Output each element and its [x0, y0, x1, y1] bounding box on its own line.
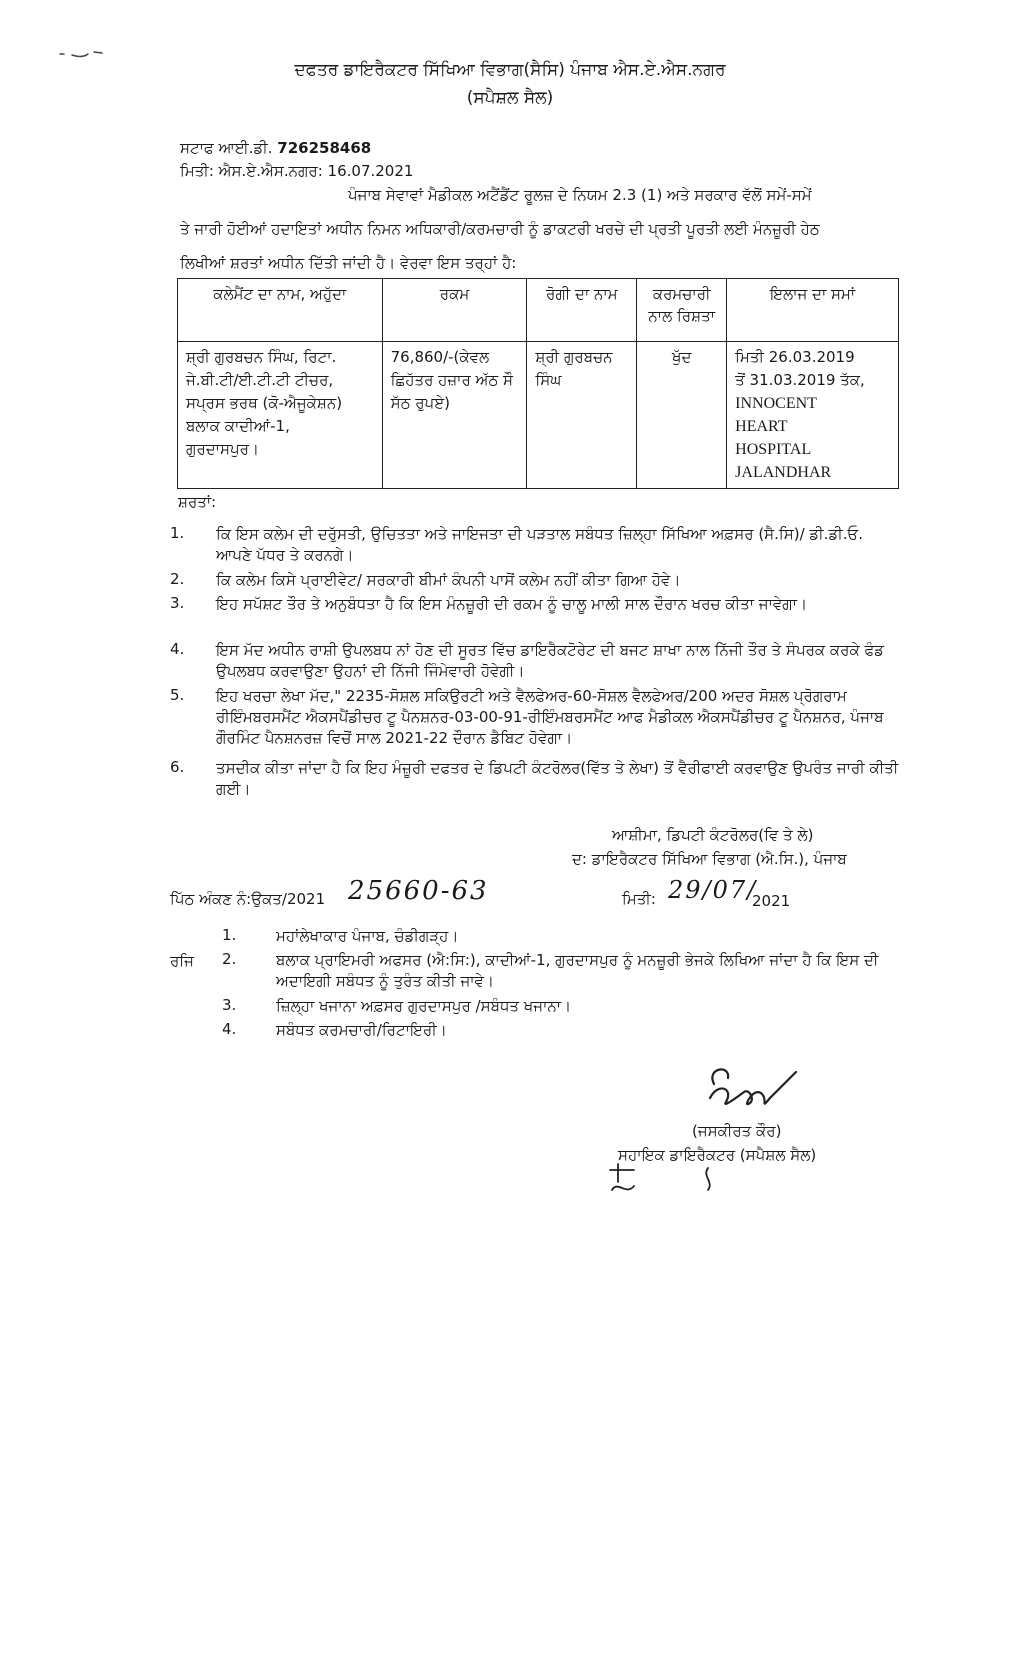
signatory-name: (ਜਸਕੀਰਤ ਕੌਰ): [692, 1122, 782, 1140]
col-amount-header: ਰਕਮ: [382, 279, 527, 342]
condition-number: 2.: [170, 570, 185, 588]
claimant-line: ਸ਼੍ਰੀ ਗੁਰਬਚਨ ਸਿੰਘ, ਰਿਟਾ.: [186, 348, 337, 366]
issue-date: ਮਿਤੀ: ਐਸ.ਏ.ਐਸ.ਨਗਰ: 16.07.2021: [180, 162, 414, 180]
col-patient-header: ਰੋਗੀ ਦਾ ਨਾਮ: [527, 279, 637, 342]
claimant-line: ਗੁਰਦਾਸਪੁਰ।: [186, 440, 260, 458]
relation-cell: ਖੁੱਦ: [637, 342, 727, 489]
recipient-number: 1.: [222, 926, 237, 944]
signatory-line-2: ਦ: ਡਾਇਰੈਕਟਰ ਸਿੱਖਿਆ ਵਿਭਾਗ (ਐ.ਸਿ.), ਪੰਜਾਬ: [572, 850, 847, 868]
condition-text: ਇਸ ਮੱਦ ਅਧੀਨ ਰਾਸ਼ੀ ਉਪਲਬਧ ਨਾਂ ਹੋਣ ਦੀ ਸੂਰਤ ਵਿੱਚ ਡਾਇਰੈਕਟੋਰੇਟ ਦੀ ਬਜਟ ਸ਼ਾਖਾ ਨਾਲ ਨਿੱਜੀ ਤੌਰ ਤੇ ਸੰਪਰਕ ਕਰਕੇ ਫੰਡ ਉਪਲਬਧ ਕਰਵਾਉਣਾ ਉਹਨਾਂ ਦੀ ਨਿੱਜੀ ਜਿੰਮੇਵਾਰੀ ਹੋਵੇਗੀ।: [216, 641, 885, 680]
office-title: ਦਫਤਰ ਡਾਇਰੈਕਟਰ ਸਿੱਖਿਆ ਵਿਭਾਗ(ਸੈਸਿ) ਪੰਜਾਬ ਐਸ.ਏ.ਐਸ.ਨਗਰ: [294, 60, 726, 80]
condition-text: ਕਿ ਕਲੇਮ ਕਿਸੇ ਪ੍ਰਾਈਵੇਟ/ ਸਰਕਾਰੀ ਬੀਮਾਂ ਕੰਪਨੀ ਪਾਸੋਂ ਕਲੇਮ ਨਹੀਂ ਕੀਤਾ ਗਿਆ ਹੋਵੇ।: [216, 571, 681, 589]
col-claimant-header: ਕਲੇਮੈਂਟ ਦਾ ਨਾਮ, ਅਹੁੱਦਾ: [178, 279, 383, 342]
endorsement-label: ਪਿੱਠ ਅੰਕਣ ਨੰ:ਉਕਤ/2021: [170, 890, 326, 908]
hospital-line: INNOCENT: [735, 395, 817, 412]
claimant-line: ਬਲਾਕ ਕਾਦੀਆਂ-1,: [186, 417, 290, 435]
signatory-designation: ਸਹਾਇਕ ਡਾਇਰੈਕਟਰ (ਸਪੈਸ਼ਲ ਸੈਲ): [618, 1146, 817, 1164]
claimant-line: ਜੇ.ਬੀ.ਟੀ/ਈ.ਟੀ.ਟੀ ਟੀਚਰ,: [186, 371, 334, 389]
table-row: [178, 342, 899, 489]
condition-text: ਤਸਦੀਕ ਕੀਤਾ ਜਾਂਦਾ ਹੈ ਕਿ ਇਹ ਮੰਜ਼ੂਰੀ ਦਫਤਰ ਦੇ ਡਿਪਟੀ ਕੰਟਰੋਲਰ(ਵਿੱਤ ਤੇ ਲੇਖਾ) ਤੋਂ ਵੈਰੀਫਾਈ ਕਰਵਾਉਣ ਉਪਰੰਤ ਜਾਰੀ ਕੀਤੀ ਗਈ।: [216, 759, 899, 798]
conditions-label: ਸ਼ਰਤਾਂ:: [178, 493, 217, 511]
intro-line-3: ਲਿਖੀਆਂ ਸ਼ਰਤਾਂ ਅਧੀਨ ਦਿੱਤੀ ਜਾਂਦੀ ਹੈ। ਵੇਰਵਾ ਇਸ ਤਰ੍ਹਾਂ ਹੈ:: [180, 254, 517, 272]
endorsement-date-label: ਮਿਤੀ:: [622, 890, 656, 908]
patient-cell: ਸ਼੍ਰੀ ਗੁਰਬਚਨ ਸਿੰਘ: [527, 342, 637, 489]
recipient-text: ਜ਼ਿਲ੍ਹਾ ਖਜਾਨਾ ਅਫ਼ਸਰ ਗੁਰਦਾਸਪੁਰ /ਸਬੰਧਤ ਖਜਾਨਾ।: [276, 997, 572, 1015]
claimant-cell: [178, 342, 383, 489]
amount-cell: 76,860/-(ਕੇਵਲ ਛਿਹੱਤਰ ਹਜ਼ਾਰ ਅੱਠ ਸੌ ਸੱਠ ਰੁਪਏ): [382, 342, 527, 489]
condition-number: 6.: [170, 758, 185, 776]
condition-number: 4.: [170, 640, 185, 658]
condition-number: 3.: [170, 594, 185, 612]
recipient-number: 2.: [222, 950, 237, 968]
staff-id-value: 726258468: [277, 139, 372, 157]
recipient-text: ਬਲਾਕ ਪ੍ਰਾਇਮਰੀ ਅਫਸਰ (ਐ:ਸਿ:), ਕਾਦੀਆਂ-1, ਗੁਰਦਾਸਪੁਰ ਨੂੰ ਮਨਜ਼ੂਰੀ ਭੇਜਕੇ ਲਿਖਿਆ ਜਾਂਦਾ ਹੈ ਕਿ ਇਸ ਦੀ ਅਦਾਇਗੀ ਸਬੰਧਤ ਨੂੰ ਤੁਰੰਤ ਕੀਤੀ ਜਾਵੇ।: [276, 951, 879, 990]
col-period-header: ਇਲਾਜ ਦਾ ਸਮਾਂ: [727, 279, 899, 342]
condition-text: ਇਹ ਸਪੱਸ਼ਟ ਤੌਰ ਤੇ ਅਨੁਬੰਧਤਾ ਹੈ ਕਿ ਇਸ ਮੰਨਜ਼ੂਰੀ ਦੀ ਰਕਮ ਨੂੰ ਚਾਲੂ ਮਾਲੀ ਸਾਲ ਦੌਰਾਨ ਖਰਚ ਕੀਤਾ ਜਾਵੇਗਾ।: [216, 595, 808, 613]
period-cell: [727, 342, 899, 489]
registered-label: ਰਜਿ: [170, 952, 194, 970]
condition-text: ਇਹ ਖਰਚਾ ਲੇਖਾ ਮੱਦ," 2235-ਸੋਸ਼ਲ ਸਕਿਉਰਟੀ ਅਤੇ ਵੈਲਫੇਅਰ-60-ਸੋਸ਼ਲ ਵੈਲਫੇਅਰ/200 ਅਦਰ ਸੋਸ਼ਲ ਪ੍ਰੋਗਰਾਮ ਰੀਇੰਮਬਰਸਮੈਂਟ ਐਕਸਪੈਂਡੀਚਰ ਟੂ ਪੈਨਸ਼ਨਰ-03-00-91-ਰੀਇੰਮਬਰਸਮੈਂਟ ਆਫ ਮੈਡੀਕਲ ਐਕਸਪੈਂਡੀਚਰ ਟੂ ਪੈਨਸ਼ਨਰ, ਪੰਜਾਬ ਗੌਰਮਿੰਟ ਪੈਨਸ਼ਨਰਜ਼ ਵਿਚੋਂ ਸਾਲ 2021-22 ਦੌਰਾਨ ਡੈਬਿਟ ਹੋਵੇਗਾ।: [216, 687, 884, 747]
signatory-line-1: ਆਸ਼ੀਮਾ, ਡਿਪਟੀ ਕੰਟਰੋਲਰ(ਵਿ ਤੇ ਲੇ): [612, 826, 814, 844]
table-header-row: [178, 279, 899, 342]
signature-mark: [700, 1058, 820, 1118]
recipient-text: ਮਹਾਂਲੇਖਾਕਾਰ ਪੰਜਾਬ, ਚੰਡੀਗੜ੍ਹ।: [276, 927, 459, 945]
claimant-line: ਸਪ੍ਰਸ ਭਰਥ (ਕੋ-ਐਜੂਕੇਸ਼ਨ): [186, 394, 343, 412]
staff-id-label: ਸਟਾਫ ਆਈ.ਡੀ.: [180, 139, 273, 157]
intro-line-2: ਤੇ ਜਾਰੀ ਹੋਈਆਂ ਹਦਾਇਤਾਂ ਅਧੀਨ ਨਿਮਨ ਅਧਿਕਾਰੀ/ਕਰਮਚਾਰੀ ਨੂੰ ਡਾਕਟਰੀ ਖਰਚੇ ਦੀ ਪ੍ਰਤੀ ਪੂਰਤੀ ਲਈ ਮੰਨਜ਼ੂਰੀ ਹੇਠ: [180, 220, 820, 238]
recipient-number: 4.: [222, 1020, 237, 1038]
condition-text: ਕਿ ਇਸ ਕਲੇਮ ਦੀ ਦਰੁੱਸਤੀ, ਉਚਿਤਤਾ ਅਤੇ ਜਾਇਜਤਾ ਦੀ ਪੜਤਾਲ ਸਬੰਧਤ ਜ਼ਿਲ੍ਹਾ ਸਿੱਖਿਆ ਅਫ਼ਸਰ (ਸੈ.ਸਿ)/ ਡੀ.ਡੀ.ਓ. ਆਪਣੇ ਪੱਧਰ ਤੇ ਕਰਨਗੇ।: [216, 525, 863, 564]
scan-mark: [58, 46, 108, 60]
condition-number: 1.: [170, 524, 185, 542]
initials-mark: [604, 1160, 744, 1200]
hospital-line: HOSPITAL: [735, 441, 812, 458]
col-relation-header: ਕਰਮਚਾਰੀ ਨਾਲ ਰਿਸ਼ਤਾ: [637, 279, 727, 342]
period-line: ਤੋਂ 31.03.2019 ਤੱਕ,: [735, 371, 865, 389]
hospital-line: JALANDHAR: [735, 464, 832, 481]
staff-id-line: [180, 137, 371, 159]
intro-line-1: ਪੰਜਾਬ ਸੇਵਾਵਾਂ ਮੈਡੀਕਲ ਅਟੈਂਡੈਂਟ ਰੂਲਜ਼ ਦੇ ਨਿਯਮ 2.3 (1) ਅਤੇ ਸਰਕਾਰ ਵੱਲੋਂ ਸਮੇਂ-ਸਮੇਂ: [348, 186, 812, 204]
hospital-line: HEART: [735, 418, 788, 435]
endorsement-date: 29/07/: [668, 876, 758, 904]
office-subtitle: (ਸਪੈਸ਼ਲ ਸੈਲ): [466, 88, 554, 108]
endorsement-number: 25660-63: [348, 876, 489, 906]
endorsement-year: 2021: [752, 892, 791, 910]
claim-table: [177, 278, 899, 489]
recipient-text: ਸਬੰਧਤ ਕਰਮਚਾਰੀ/ਰਿਟਾਇਰੀ।: [276, 1021, 447, 1039]
recipient-number: 3.: [222, 996, 237, 1014]
period-line: ਮਿਤੀ 26.03.2019: [735, 348, 855, 366]
condition-number: 5.: [170, 686, 185, 704]
